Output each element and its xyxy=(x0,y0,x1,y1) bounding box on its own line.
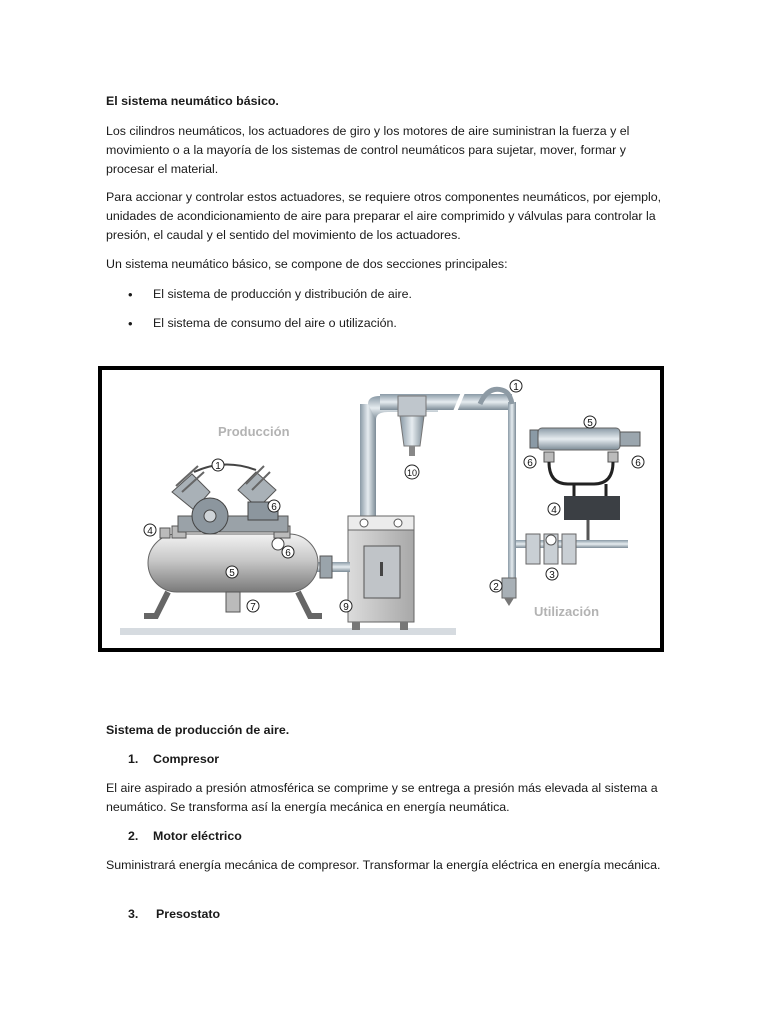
label-utilization: Utilización xyxy=(534,604,600,619)
callout-6: 6 xyxy=(635,458,641,469)
frl-lubricator xyxy=(562,534,576,564)
bullet-item-2: El sistema de consumo del aire o utilización. xyxy=(153,316,397,330)
pressure-gauge xyxy=(272,538,284,550)
filter-bowl xyxy=(400,416,424,446)
callout-10: 10 xyxy=(406,468,418,478)
air-tank xyxy=(148,534,318,592)
item-number: 3. xyxy=(128,907,139,921)
bullet-marker: • xyxy=(128,287,133,302)
item-title-presostato: Presostato xyxy=(156,907,221,921)
item-text-motor: Suministrará energía mecánica de compresor. Transformar la energía eléctrica en energía mecánica. xyxy=(106,858,661,872)
paragraph-2: Para accionar y controlar estos actuadores, se requiere otros componentes neumáticos, por ejemplo, unidades de acondicionamiento de aire para preparar el aire comprimido y válvulas para controlar la presión, el caudal y el sentido del movimiento de los actuadores. xyxy=(106,190,662,242)
pneumatic-system-diagram xyxy=(98,366,664,652)
callout-4: 4 xyxy=(147,526,153,537)
filter-head xyxy=(398,396,426,416)
paragraph-1: Los cilindros neumáticos, los actuadores de giro y los motores de aire suministran la fuerza y el movimiento o a la mayoría de los sistemas de control neumáticos para sujetar, mover, formar y procesar el material. xyxy=(106,124,630,176)
cylinder xyxy=(538,428,620,450)
doc-title: El sistema neumático básico. xyxy=(106,94,279,108)
callout-4: 4 xyxy=(551,505,557,516)
bullet-item-1: El sistema de producción y distribución de aire. xyxy=(153,287,412,301)
callout-5: 5 xyxy=(587,418,593,429)
label-production: Producción xyxy=(218,424,290,439)
frl-filter xyxy=(526,534,540,564)
callout-6: 6 xyxy=(271,502,277,513)
callout-2: 2 xyxy=(493,582,499,593)
item-text-compresor: El aire aspirado a presión atmosférica se comprime y se entrega a presión más elevada al sistema a neumático. Se transforma así la energía mecánica en energía neumática. xyxy=(106,781,658,814)
callout-7: 7 xyxy=(250,602,256,613)
item-number: 1. xyxy=(128,752,139,766)
riser-pipe xyxy=(360,404,376,516)
item-number: 2. xyxy=(128,829,139,843)
drop-pipe xyxy=(508,402,516,588)
item-title-motor: Motor eléctrico xyxy=(153,829,242,843)
callout-1: 1 xyxy=(215,461,221,472)
callout-9: 9 xyxy=(343,602,349,613)
callout-6: 6 xyxy=(527,458,533,469)
paragraph-3: Un sistema neumático básico, se compone de dos secciones principales: xyxy=(106,257,508,271)
callout-5: 5 xyxy=(229,568,235,579)
callout-1: 1 xyxy=(513,382,519,393)
callout-3: 3 xyxy=(549,570,555,581)
bullet-marker: • xyxy=(128,316,133,331)
item-title-compresor: Compresor xyxy=(153,752,220,766)
valve xyxy=(564,496,620,520)
section-title-production: Sistema de producción de aire. xyxy=(106,723,290,737)
callout-6: 6 xyxy=(285,548,291,559)
